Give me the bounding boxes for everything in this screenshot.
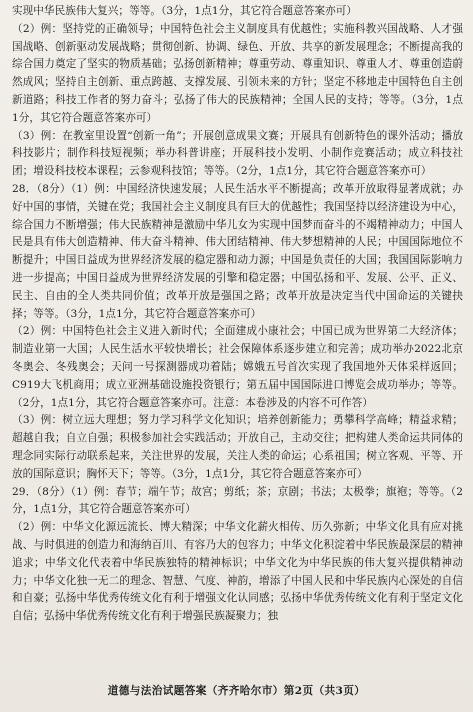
paragraph-q27-part1-end: 实现中华民族伟大复兴；等等。（3分，1点1分，其它符合题意答案亦可） [12, 5, 358, 17]
page-footer: 道德与法治试题答案（齐齐哈尔市）第2页（共3页） [107, 685, 366, 697]
paragraph-q28-part3: （3）例：树立远大理想；努力学习科学文化知识；培养创新能力；勇攀科学高峰；精益求精；超越自我；自立自强；积极参加社会实践活动；开放自己，主动交往；把构建人类命运共同体的理念同实际行动联系起来，关注世界的发展，关注人类的命运；心系祖国；树立客观、平等、开放的国际意识；胸怀天下；等等。（3分，1点1分，其它符合题意答案亦可） [12, 414, 463, 480]
paragraph-q28-part2: （2）例：中国特色社会主义进入新时代；全面建成小康社会；中国已成为世界第二大经济体；制造业第一大国；人民生活水平较快增长；社会保障体系逐步建立和完善；成功举办2022北京冬奥会、冬残奥会；天问一号探测器成功着陆；嫦娥五号首次实现了我国地外天体采样返回；C919大飞机商用；成立亚洲基础设施投资银行；第五届中国国际进口博览会成功举办；等等。（2分，1点1分，其它符合题意答案亦可。注意：本卷涉及的内容不可作答） [12, 325, 463, 409]
paragraph-q27-part2: （2）例：坚持党的正确领导；中国特色社会主义制度具有优越性；实施科教兴国战略、人才强国战略、创新驱动发展战略；贯彻创新、协调、绿色、开放、共享的新发展理念；不断提高我的综合国力奠定了坚实的物质基础；弘扬创新精神；尊重劳动、尊重知识、尊重人才、尊重创造蔚然成风；坚持自主创新、重点跨越、支撑发展、引领未来的方针；坚定不移地走中国特色自主创新道路；科技工作者的努力奋斗；弘扬了伟大的民族精神；全国人民的支持；等等。（3分，1点1分，其它符合题意答案亦可） [12, 22, 463, 124]
paragraph-q28-part1: 28．（8分）（1）例：中国经济快速发展；人民生活水平不断提高；改革开放取得显著成就；办好中国的事情，关键在党；我国社会主义制度具有巨大的优越性；我国坚持以经济建设为中心，综合国力不断增强；伟大民族精神是激励中华儿女为实现中国梦而奋斗的不竭精神动力；中国人民是具有伟大创造精神、伟大奋斗精神、伟大团结精神、伟大梦想精神的人民；中国国际地位不断提升；中国日益成为世界经济发展的稳定器和动力源；中国是负责任的大国；我国国际影响力进一步提高；中国日益成为世界经济发展的引擎和稳定器；中国弘扬和平、发展、公平、正义、民主、自由的全人类共同价值；改革开放是强国之路；改革开放是决定当代中国命运的关键抉择；等等。（3分，1点1分，其它符合题意答案亦可） [12, 182, 463, 320]
paragraph-q29-part2: （2）例：中华文化源远流长、博大精深；中华文化薪火相传、历久弥新；中华文化具有应对挑战、与时俱进的创造力和海纳百川、有容乃大的包容力；中华文化积淀着中华民族最深层的精神追求；中华文化代表着中华民族独特的精神标识；中华文化为中华民族的伟大复兴提供精神动力；中华文化独一无二的理念、智慧、气度、神韵，增添了中国人民和中华民族内心深处的自信和自豪；弘扬中华优秀传统文化有利于增强文化认同感；弘扬中华优秀传统文化有利于坚定文化自信；弘扬中华优秀传统文化有利于增强民族凝聚力；独 [12, 521, 463, 623]
paragraph-q27-part3: （3）例：在教室里设置“创新一角”；开展创意成果文赛；开展具有创新特色的课外活动；播放科技影片；制作科技短视频；举办科普讲座；开展科技小发明、小制作竞赛活动；成立科技社团；增设科技校本课程；云参观科技馆；等等。（2分，1点1分，其它符合题意答案亦可） [12, 129, 463, 178]
paragraph-q29-part1: 29．（8分）（1）例：春节；端午节；故宫；剪纸；茶；京剧；书法；太极拳；旗袍；等等。（2分，1点1分，其它符合题意答案亦可） [12, 485, 463, 516]
answer-body [12, 3, 463, 626]
